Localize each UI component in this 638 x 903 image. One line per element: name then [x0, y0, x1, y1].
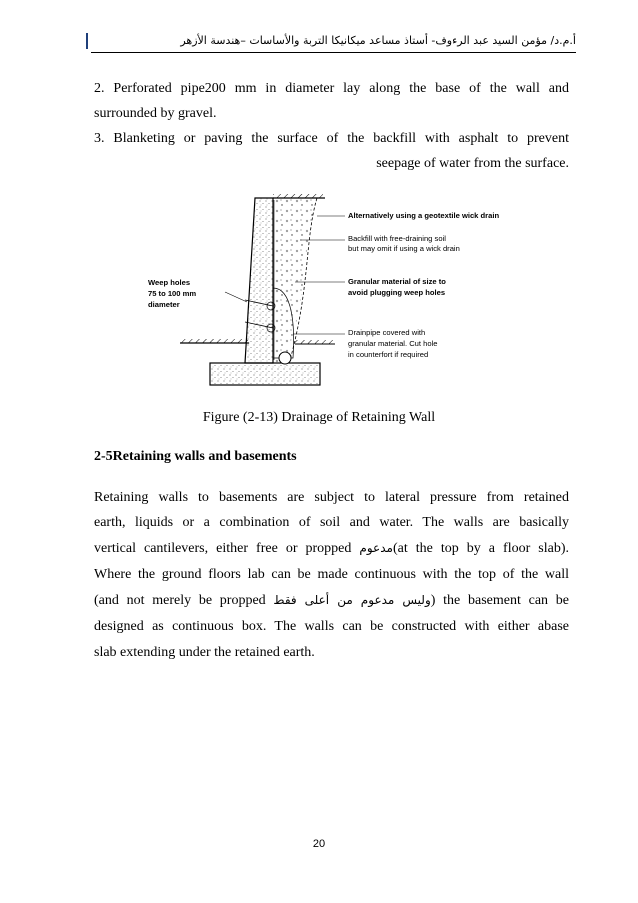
section-heading: 2-5Retaining walls and basements	[94, 449, 297, 464]
retaining-wall-drainage-figure	[145, 188, 505, 398]
label-weep-2: 75 to 100 mm	[148, 289, 197, 298]
arabic-term-propped: مدعوم	[359, 541, 393, 555]
wall-stem	[245, 198, 273, 363]
body-line-5-start: (and not merely be propped	[94, 593, 274, 608]
body-line-5	[94, 588, 569, 613]
body-line-7: slab extending under the retained earth.	[94, 645, 315, 660]
list-item-2-line-2: surrounded by gravel.	[94, 106, 217, 121]
label-drain-1: Drainpipe covered with	[348, 328, 426, 337]
page-number: 20	[312, 838, 326, 850]
backfill-zone	[273, 198, 317, 363]
body-line-6: designed as continuous box. The walls can be constructed with either abase	[94, 619, 569, 634]
label-granular-2: avoid plugging weep holes	[348, 288, 446, 297]
body-line-5-end: ) the basement can be	[430, 593, 569, 608]
body-line-4: Where the ground floors lab can be made continuous with the top of the wall	[94, 567, 569, 582]
label-drain-3: in counterfort if required	[348, 350, 429, 359]
body-line-3-end: (at the top by a floor slab).	[392, 541, 569, 556]
label-backfill-2: but may omit if using a wick drain	[348, 244, 460, 253]
list-item-3-line-1: 3. Blanketing or paving the surface of the backfill with asphalt to prevent	[94, 131, 569, 146]
label-alt-wick: Alternatively using a geotextile wick drain	[348, 211, 500, 220]
drainpipe	[279, 352, 291, 364]
body-line-3-start: vertical cantilevers, either free or propped	[94, 541, 360, 556]
base-slab	[210, 363, 320, 385]
label-weep-1: Weep holes	[148, 278, 191, 287]
header-accent-bar	[86, 33, 88, 49]
label-drain-2: granular material. Cut hole	[348, 339, 438, 348]
label-weep-3: diameter	[148, 300, 180, 309]
page-header: أ.م.د/ مؤمن السيد عبد الرءوف- أستاذ مساعد ميكانيكا التربة والأساسات –هندسة الأزهر	[180, 34, 576, 47]
list-item-3-line-2: seepage of water from the surface.	[376, 156, 569, 171]
body-line-2: earth, liquids or a combination of soil and water. The walls are basically	[94, 515, 569, 530]
label-granular-1: Granular material of size to	[348, 277, 446, 286]
arabic-term-not-only-propped: وليس مدعوم من أعلى فقط	[273, 593, 431, 607]
body-line-3	[94, 536, 569, 561]
figure-caption: Figure (2-13) Drainage of Retaining Wall	[202, 410, 436, 425]
body-line-1: Retaining walls to basements are subject to lateral pressure from retained	[94, 490, 569, 505]
label-backfill-1: Backfill with free-draining soil	[348, 234, 446, 243]
list-item-2-line-1: 2. Perforated pipe200 mm in diameter lay along the base of the wall and	[94, 81, 569, 96]
header-rule	[91, 52, 576, 53]
